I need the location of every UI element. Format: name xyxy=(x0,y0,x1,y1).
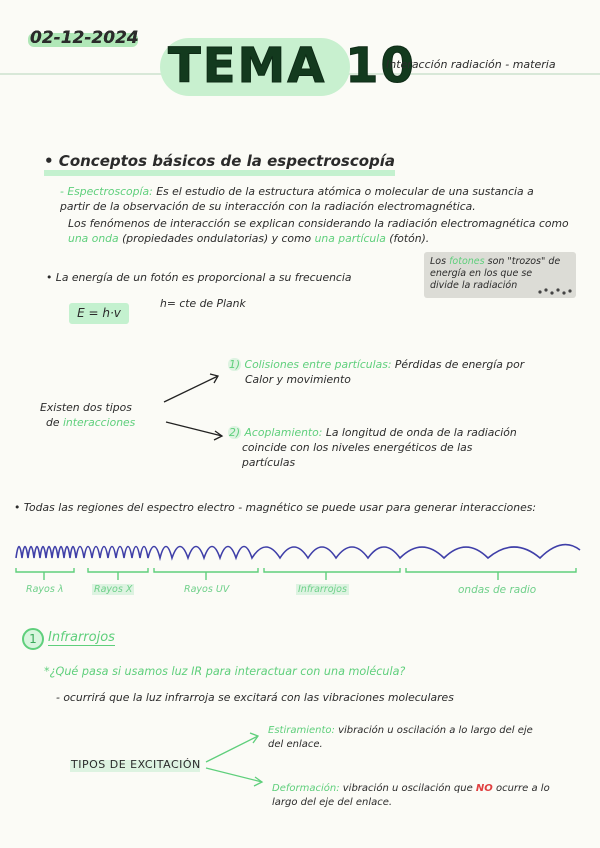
def-text-2: partir de la observación de su interacción con la radiación electromagnética. xyxy=(60,200,476,213)
item2-text-2: coincide con los niveles energéticos de las xyxy=(242,441,473,454)
note-1c: son "trozos" de xyxy=(484,256,561,267)
phen-wave: una onda xyxy=(68,232,119,245)
energy-statement: • La energía de un fotón es proporcional a su frecuencia xyxy=(46,271,352,284)
deform-term: Deformación: xyxy=(272,783,340,794)
phenomena-text xyxy=(68,216,598,246)
interaction-types-label xyxy=(40,400,135,430)
deform-text-1c: ocurre a lo xyxy=(492,783,550,794)
band-bracket-uv xyxy=(154,568,258,572)
infrared-heading-text: Infrarrojos xyxy=(48,630,115,645)
note-2: energía en los que se xyxy=(430,268,533,279)
spectroscopy-definition xyxy=(60,184,590,214)
note-photons: fotones xyxy=(449,256,485,267)
stretch-text-2: del enlace. xyxy=(268,739,323,750)
def-text-1: Es el estudio de la estructura atómica o molecular de una sustancia a xyxy=(156,185,534,198)
item2-text-3: partículas xyxy=(242,456,296,469)
excitation-arrows xyxy=(202,724,268,794)
arrow-down xyxy=(166,422,222,436)
excit-arrow-up xyxy=(206,736,258,762)
stretching-definition xyxy=(268,724,588,752)
interaction-item-2 xyxy=(228,425,588,470)
section-heading-spectroscopy xyxy=(44,152,395,170)
item1-term: Colisiones entre partículas: xyxy=(244,358,392,371)
item1-text-1: Pérdidas de energía por xyxy=(394,358,525,371)
interaction-item-1 xyxy=(228,357,588,387)
item2-text-1: La longitud de onda de la radiación xyxy=(325,426,517,439)
phen-line-1: Los fenómenos de interacción se explican considerando la radiación electromagnética como xyxy=(68,217,569,230)
energy-formula: E = h·v xyxy=(69,303,129,324)
types-line-2a: de xyxy=(46,416,63,429)
ir-question: *¿Qué pasa si usamos luz IR para interactuar con una molécula? xyxy=(44,665,406,678)
phen-text-d: (fotón). xyxy=(385,232,430,245)
band-label-ir: Infrarrojos xyxy=(298,584,347,595)
types-line-2b: interacciones xyxy=(62,416,136,429)
excitation-types-label: TIPOS DE EXCITACIÓN xyxy=(71,758,201,771)
excit-arrow-down xyxy=(206,768,262,782)
infrared-heading xyxy=(48,630,115,645)
deform-text-2: largo del eje del enlace. xyxy=(272,797,393,808)
band-bracket-gamma xyxy=(16,568,74,572)
band-label-radio: ondas de radio xyxy=(458,584,537,596)
band-label-x: Rayos X xyxy=(94,584,133,595)
deformation-definition xyxy=(272,782,592,810)
spectrum-intro: • Todas las regiones del espectro electro - magnético se puede usar para generar interacciones: xyxy=(14,501,537,514)
note-1a: Los xyxy=(430,256,450,267)
band-bracket-radio xyxy=(406,568,576,572)
stretch-term: Estiramiento: xyxy=(268,725,335,736)
phen-particle: una partícula xyxy=(314,232,386,245)
phen-text-b: (propiedades ondulatorias) y como xyxy=(118,232,315,245)
date: 02-12-2024 xyxy=(30,28,139,48)
def-term: - Espectroscopía: xyxy=(60,185,153,198)
band-bracket-x xyxy=(88,568,148,572)
page-title: TEMA 10 xyxy=(168,38,416,94)
band-label-uv: Rayos UV xyxy=(184,584,230,595)
section-heading-text: • Conceptos básicos de la espectroscopía xyxy=(44,152,395,176)
stretch-text-1: vibración u oscilación a lo largo del eje xyxy=(338,725,533,736)
item1-text-2: Calor y movimiento xyxy=(245,373,351,386)
arrow-up xyxy=(164,376,218,402)
item1-num: 1) xyxy=(229,358,241,371)
dots-decoration xyxy=(536,285,576,297)
band-bracket-ir xyxy=(264,568,400,572)
deform-no: NO xyxy=(475,783,493,794)
section-number-badge: 1 xyxy=(22,628,44,650)
item2-num: 2) xyxy=(229,426,241,439)
note-3: divide la radiación xyxy=(430,280,518,291)
page-subtitle: Interacción radiación - materia xyxy=(386,58,556,71)
ir-answer: - ocurrirá que la luz infrarroja se excitará con las vibraciones moleculares xyxy=(56,691,454,704)
planck-note: h= cte de Plank xyxy=(160,297,246,310)
wave-line xyxy=(16,545,580,558)
deform-text-1a: vibración u oscilación que xyxy=(342,783,476,794)
band-label-gamma: Rayos λ xyxy=(26,584,64,595)
types-line-1: Existen dos tipos xyxy=(40,401,132,414)
item2-term: Acoplamiento: xyxy=(244,426,323,439)
